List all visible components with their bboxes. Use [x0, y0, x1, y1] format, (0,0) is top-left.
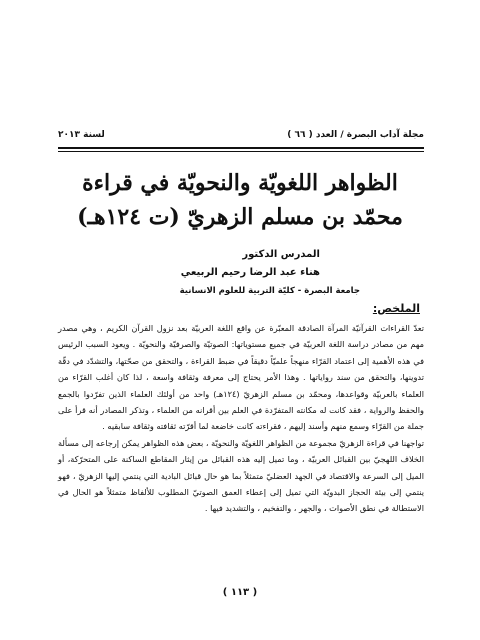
author-rank: المدرس الدكتور [242, 249, 320, 260]
journal-year: لسنة ٢٠١٣ [58, 130, 105, 140]
page-number: ( ١١٣ ) [222, 587, 258, 598]
summary-body [58, 320, 424, 517]
author-name: هناء عبد الرضا رحيم الربيعي [180, 267, 320, 278]
summary-paragraph-1: تعدّ القراءات القرآنيّة المرآة الصادقة المعبّرة عن واقع اللغة العربيّة بعد نزول القرآن الكريم ، وهي مصدر مهم من مصادر دراسة اللغة العربيّة في جميع مستوياتها: الصوتيّة والصرفيّة والنحويّة . ويعود السبب الرئيس في هذه الأهمية إلى اعتماد القرّاء منهجاً علميّاً دقيقاً في ضبط القراءة ، والتحقق من صحّتها، والتشدّد في دقّة تدوينها، والتحقق من سند رواياتها . وهذا الأمر يحتاج إلى معرفة وثقافة واسعة ، لذا كان أغلب القرّاء من العلماء بالعربيّة وقواعدها، ومحمّد بن مسلم الزهريّ (١٢٤هـ) واحد من أولئك العلماء الذين تفرّدوا بالجمع والحفظ والرواية ، فقد كانت له مكانته المتفرّدة في العلم بين أقرانه من العلماء ، وتذكر المصادر أنه قرأ على جملة من القرّاء وسمع منهم وأسند إليهم ، فقراءته كانت خاضعة لما أقرّته ثقافته وثقافة سابقيه . [58, 323, 424, 432]
running-header [58, 127, 424, 143]
header-rule-thick [58, 147, 424, 149]
author-affiliation: جامعة البصرة - كليّة التربية للعلوم الانسانية [179, 286, 360, 296]
article-title-line-2: محمّد بن مسلم الزهريّ (ت ١٢٤هـ) [77, 204, 403, 230]
summary-paragraph-2: تواجهنا في قراءة الزهريّ مجموعة من الظواهر اللغويّة والنحويّة ، بعض هذه الظواهر يمكن إرجاعه إلى مسألة الخلاف اللهجيّ بين القبائل العربيّة ، وما تميل إليه هذه القبائل من إيثار المقاطع الساكنة على المتحرّكة، أو الميل إلى السرعة والاقتصاد في الجهد العضليّ متمثلاً بما هو حال قبائل البادية التي ينتمي إليها الزهريّ ، فهو ينتمي إلى بيئة الحجاز البدويّة التي تميل إلى إعطاء العمق الصوتيّ المطلوب للألفاظ متمثلاً هو الحال في الاستطالة في نطق الأصوات ، والجهر ، والتفخيم ، والتشديد فيها . [58, 437, 424, 514]
journal-issue: مجلة آداب البصرة / العدد ( ٦٦ ) [287, 130, 424, 140]
header-rule-thin [58, 151, 424, 152]
summary-heading: الملخص: [372, 302, 420, 315]
article-title-line-1: الظواهر اللغويّة والنحويّة في قراءة [82, 170, 398, 196]
author-block [179, 246, 360, 300]
